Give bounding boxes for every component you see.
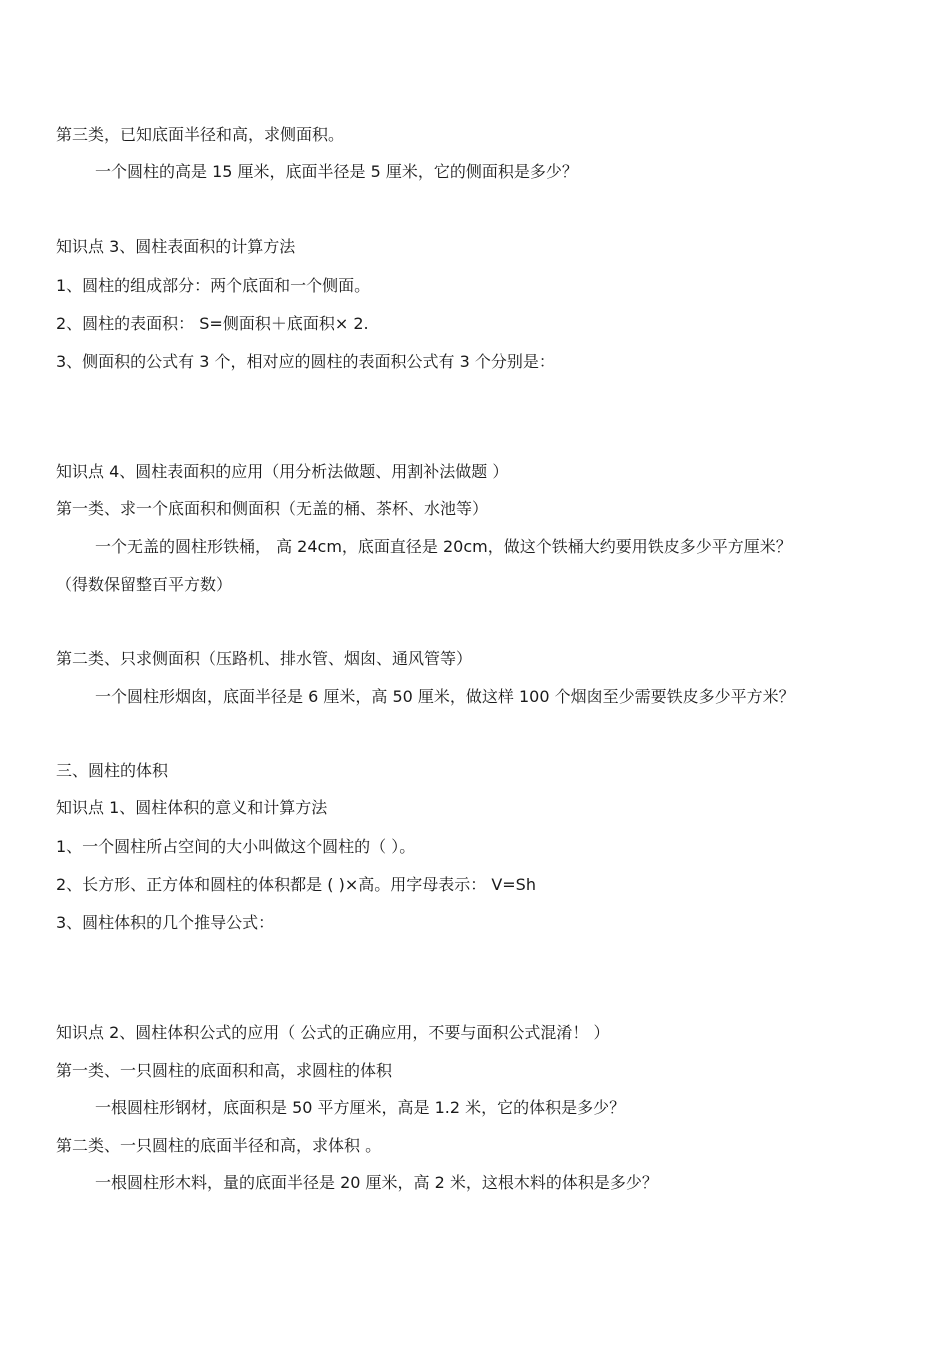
problem-chimney: 一个圆柱形烟囱，底面半径是 6 厘米，高 50 厘米，做这样 100 个烟囱至少需要铁皮多少平方米？ <box>95 687 795 706</box>
volume-category-1-heading: 第一类、一只圆柱的底面积和高，求圆柱的体积 <box>56 1061 393 1080</box>
point-3-item-1: 1、圆柱的组成部分：两个底面和一个侧面。 <box>56 276 371 295</box>
problem-lateral-area: 一个圆柱的高是 15 厘米，底面半径是 5 厘米，它的侧面积是多少？ <box>95 162 578 181</box>
category-1-heading: 第一类、求一个底面积和侧面积（无盖的桶、茶杯、水池等） <box>56 499 489 518</box>
problem-iron-bucket: 一个无盖的圆柱形铁桶， 高 24cm，底面直径是 20cm，做这个铁桶大约要用铁皮多少平方厘米？ <box>95 537 792 556</box>
volume-item-2: 2、长方形、正方体和圆柱的体积都是 ( )×高。用字母表示： V=Sh <box>56 875 536 894</box>
volume-category-2-heading: 第二类、一只圆柱的底面半径和高，求体积 。 <box>56 1136 382 1155</box>
line-category-3: 第三类，已知底面半径和高，求侧面积。 <box>56 125 345 144</box>
volume-point-2-heading: 知识点 2、圆柱体积公式的应用（ 公式的正确应用，不要与面积公式混淆！ ） <box>56 1023 610 1042</box>
point-3-item-2: 2、圆柱的表面积： S=侧面积＋底面积× 2. <box>56 314 369 333</box>
problem-steel-bar: 一根圆柱形钢材，底面积是 50 平方厘米，高是 1.2 米，它的体积是多少？ <box>95 1098 626 1117</box>
volume-item-3: 3、圆柱体积的几个推导公式： <box>56 913 275 932</box>
knowledge-point-4-heading: 知识点 4、圆柱表面积的应用（用分析法做题、用割补法做题 ） <box>56 462 509 481</box>
knowledge-point-3-heading: 知识点 3、圆柱表面积的计算方法 <box>56 237 296 256</box>
problem-iron-bucket-note: （得数保留整百平方数） <box>56 575 233 594</box>
volume-point-1-heading: 知识点 1、圆柱体积的意义和计算方法 <box>56 798 328 817</box>
volume-item-1: 1、一个圆柱所占空间的大小叫做这个圆柱的（ ）。 <box>56 837 416 856</box>
category-2-heading: 第二类、只求侧面积（压路机、排水管、烟囱、通风管等） <box>56 649 473 668</box>
section-cylinder-volume: 三、圆柱的体积 <box>56 761 169 780</box>
problem-wood-log: 一根圆柱形木料，量的底面半径是 20 厘米，高 2 米，这根木料的体积是多少？ <box>95 1173 658 1192</box>
point-3-item-3: 3、侧面积的公式有 3 个，相对应的圆柱的表面积公式有 3 个分别是： <box>56 352 555 371</box>
